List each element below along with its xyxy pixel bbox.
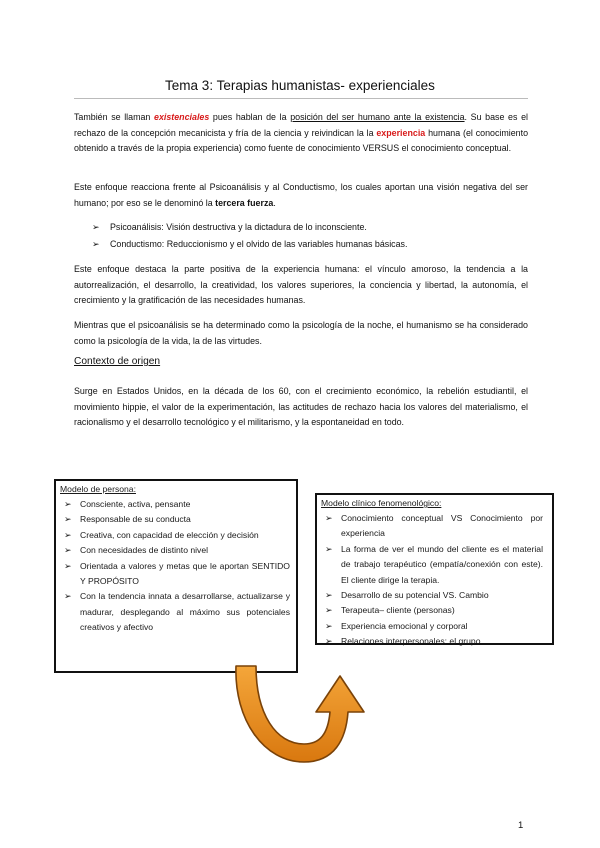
paragraph-positive-side: Este enfoque destaca la parte positiva de la experiencia humana: el vínculo amoroso, la tendencia a la autorrealización, el desarrollo, la creatividad, los valores superiores, la conciencia y libertad, la autonomía, el crecimiento y la gratificación de las necesidades humanas.	[74, 264, 528, 306]
paragraph-definition	[74, 110, 528, 157]
arrow-bullet-icon: ➢	[325, 590, 333, 601]
box-list	[58, 497, 290, 636]
arrow-bullet-icon: ➢	[64, 529, 72, 540]
paragraph-origin: Surge en Estados Unidos, en la década de los 60, con el crecimiento económico, la rebelión estudiantil, el movimiento hippie, el valor de la experimentación, las actitudes de rechazo hacia los valores del materialismo, el racionalismo y el desarrollo tecnológico y el militarismo, y la espontaneidad en todo.	[74, 386, 528, 428]
p1-text-a: También se llaman	[74, 112, 155, 122]
arrow-bullet-icon: ➢	[325, 620, 333, 631]
item-text: Experiencia emocional y corporal	[341, 620, 468, 631]
arrow-bullet-icon: ➢	[325, 605, 333, 616]
item-text: Consciente, activa, pensante	[80, 499, 191, 509]
p1-text-c: . Su base es el rechazo de la concepción mecanicista y fría de la ciencia y reivindican la la	[74, 112, 528, 138]
box-list	[319, 511, 543, 650]
item-text: Creativa, con capacidad de elección y decisión	[80, 529, 259, 540]
item-text: Desarrollo de su potencial VS. Cambio	[341, 590, 489, 601]
p2-text-a: Este enfoque reacciona frente al Psicoanálisis y al Conductismo, los cuales aportan una visión negativa del ser humano; por eso se le denominó la	[74, 182, 528, 208]
list-item	[319, 511, 543, 542]
item-text: La forma de ver el mundo del cliente es el material de trabajo terapéutico (empatía/conexión con este). El cliente dirige la terapia.	[341, 543, 543, 585]
bullet-text: Conductismo: Reduccionismo y el olvido de las variables humanas básicas.	[110, 239, 408, 249]
page-number: 1	[518, 820, 524, 831]
p1-posicion-underlined: posición del ser humano ante la existencia	[290, 112, 465, 122]
page-title: Tema 3: Terapias humanistas- experienciales	[165, 78, 435, 93]
list-item	[92, 219, 407, 236]
reaction-bullet-list	[92, 219, 407, 253]
list-item	[319, 588, 543, 603]
arrow-bullet-icon: ➢	[64, 514, 72, 525]
title-divider	[74, 98, 528, 99]
item-text: Orientada a valores y metas que le aportan SENTIDO Y PROPÓSITO	[80, 560, 290, 587]
arrow-bullet-icon: ➢	[92, 239, 100, 249]
p1-text-b: pues hablan de la	[209, 112, 291, 122]
item-text: Con necesidades de distinto nivel	[80, 545, 209, 556]
list-item	[58, 559, 290, 590]
list-item	[58, 589, 290, 635]
list-item	[58, 543, 290, 558]
p1-existenciales: existenciales	[154, 112, 210, 122]
p2-text-b: .	[273, 197, 276, 208]
item-text: Con la tendencia innata a desarrollarse, actualizarse y madurar, desplegando al máximo sus potenciales creativos y afectivo	[80, 591, 290, 633]
list-item	[319, 603, 543, 618]
p1-experiencia: experiencia	[376, 127, 426, 138]
list-item	[58, 528, 290, 543]
list-item	[58, 497, 290, 512]
arrow-bullet-icon: ➢	[64, 591, 72, 602]
arrow-bullet-icon: ➢	[325, 636, 333, 647]
bullet-text: Psicoanálisis: Visión destructiva y la dictadura de lo inconsciente.	[110, 222, 367, 232]
paragraph-psychology-night: Mientras que el psicoanálisis se ha determinado como la psicología de la noche, el humanismo se ha considerado como la psicología de la vida, la de las virtudes.	[74, 320, 528, 346]
curved-arrow-icon	[224, 660, 384, 770]
arrow-bullet-icon: ➢	[325, 513, 333, 523]
arrow-bullet-icon: ➢	[64, 560, 72, 571]
box-title: Modelo de persona:	[60, 484, 136, 494]
box-modelo-persona	[54, 479, 298, 673]
item-text: Terapeuta– cliente (personas)	[341, 605, 455, 616]
arrow-bullet-icon: ➢	[64, 499, 72, 509]
list-item	[319, 542, 543, 588]
p2-tercera-fuerza: tercera fuerza	[215, 197, 274, 208]
box-modelo-clinico	[315, 493, 554, 645]
section-heading-contexto: Contexto de origen	[74, 356, 161, 367]
paragraph-tercera-fuerza	[74, 180, 528, 211]
arrow-bullet-icon: ➢	[325, 543, 333, 554]
item-text: Relaciones interpersonales: el grupo	[341, 636, 481, 647]
item-text: Conocimiento conceptual VS Conocimiento por experiencia	[341, 513, 543, 539]
box-title: Modelo clínico fenomenológico:	[321, 498, 442, 508]
list-item	[319, 634, 543, 649]
item-text: Responsable de su conducta	[80, 514, 191, 525]
p1-text-d: humana (el conocimiento obtenido a través de la propia experiencia) como fuente de conocimiento VERSUS el conocimiento conceptual.	[74, 127, 528, 154]
arrow-bullet-icon: ➢	[92, 222, 100, 232]
list-item	[319, 619, 543, 634]
arrow-bullet-icon: ➢	[64, 545, 72, 556]
list-item	[58, 512, 290, 527]
list-item	[92, 236, 407, 253]
